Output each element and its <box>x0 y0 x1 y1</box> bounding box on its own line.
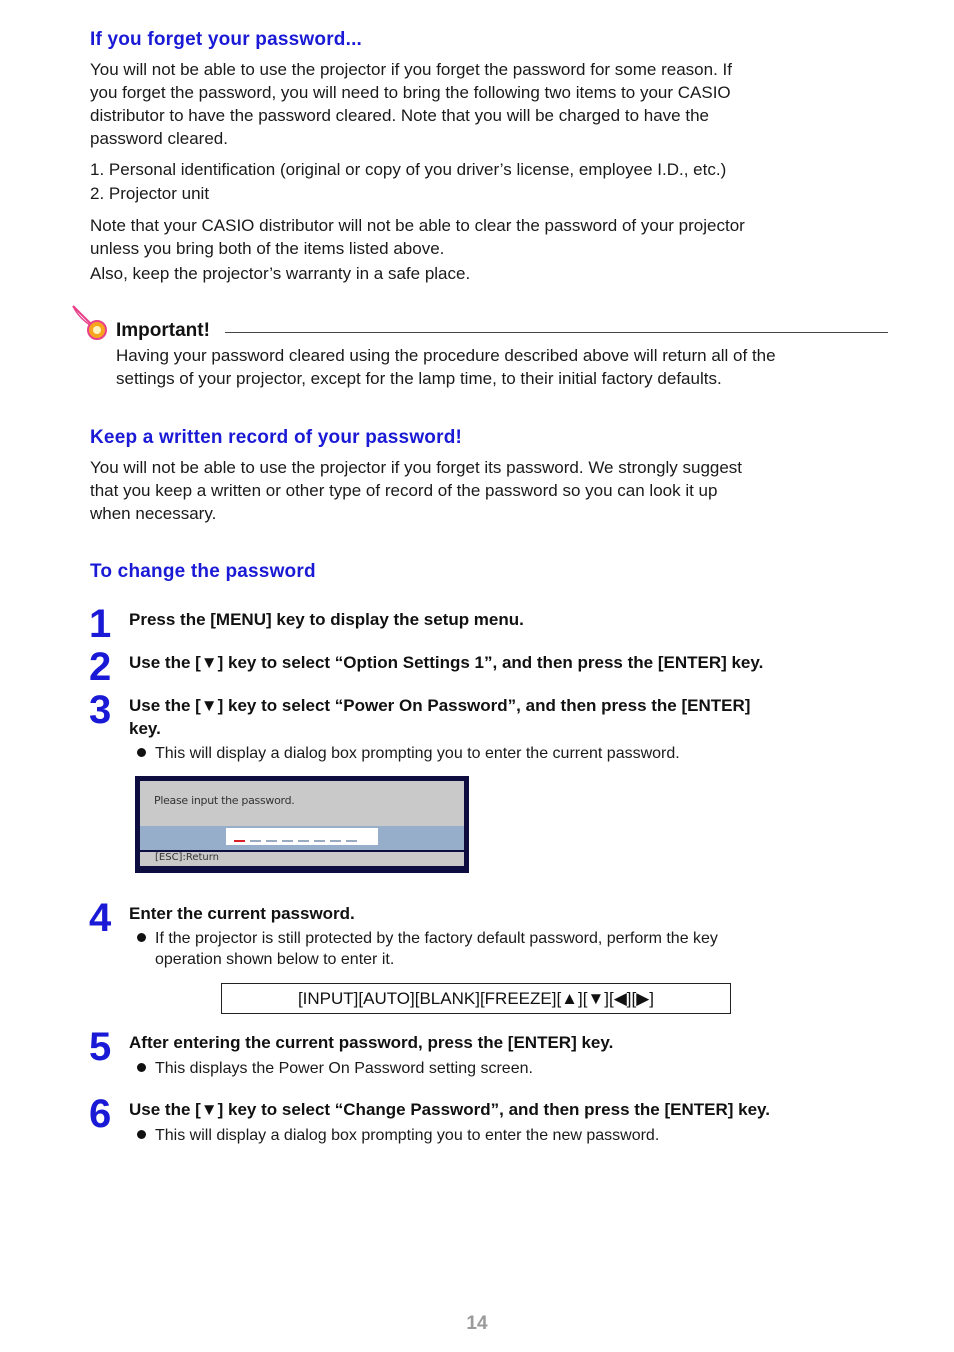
text-line: you forget the password, you will need to bring the following two items to your CASIO <box>90 83 731 102</box>
bullet-item <box>137 1125 857 1146</box>
bullet-text: If the projector is still protected by the factory default password, perform the key <box>155 930 718 947</box>
step-instruction: Use the [▼] key to select “Option Settings 1”, and then press the [ENTER] key. <box>129 653 764 672</box>
dialog-footer-text: [ESC]:Return <box>155 852 220 863</box>
password-dialog-image <box>135 776 469 873</box>
important-pin-icon <box>70 303 110 343</box>
password-dash <box>298 840 309 842</box>
step-number: 5 <box>89 1025 111 1069</box>
written-record-paragraph <box>90 456 850 525</box>
text-line: when necessary. <box>90 504 217 523</box>
list-item: 1. Personal identification (original or copy of you driver’s license, employee I.D., etc.) <box>90 160 727 179</box>
page-number: 14 <box>466 1313 488 1334</box>
bullet-item <box>137 1058 857 1079</box>
dialog-input-bar <box>140 826 464 850</box>
step-number: 1 <box>89 602 111 646</box>
password-dash <box>314 840 325 842</box>
text-line: password cleared. <box>90 129 228 148</box>
bullet-text: This will display a dialog box prompting you to enter the current password. <box>155 745 680 762</box>
text-line: You will not be able to use the projector if you forget its password. We strongly suggest <box>90 458 743 477</box>
required-items-list <box>90 158 850 205</box>
step-number: 4 <box>89 896 111 940</box>
heading-change-password: To change the password <box>90 561 316 582</box>
text-line: that you keep a written or other type of record of the password so you can look it up <box>90 481 718 500</box>
bullet-icon <box>137 933 146 942</box>
key-sequence-box: [INPUT][AUTO][BLANK][FREEZE][▲][▼][◀][▶] <box>221 983 731 1014</box>
step-instruction: After entering the current password, press the [ENTER] key. <box>129 1033 614 1052</box>
important-text <box>116 344 876 390</box>
forget-password-paragraph <box>90 58 850 150</box>
step-number: 6 <box>89 1092 111 1136</box>
text-line: settings of your projector, except for the lamp time, to their initial factory defaults. <box>116 369 722 388</box>
step-instruction: Enter the current password. <box>129 904 355 923</box>
password-dash <box>266 840 277 842</box>
important-label: Important! <box>116 320 210 341</box>
important-divider <box>225 332 888 333</box>
bullet-icon <box>137 748 146 757</box>
password-dash <box>234 840 245 842</box>
password-dash <box>330 840 341 842</box>
text-line: distributor to have the password cleared. Note that you will be charged to have the <box>90 106 709 125</box>
password-dash <box>346 840 357 842</box>
step-number: 3 <box>89 688 111 732</box>
warranty-note: Also, keep the projector’s warranty in a safe place. <box>90 264 471 283</box>
bullet-item <box>137 743 857 764</box>
dialog-prompt-area <box>140 781 464 831</box>
text-line: Use the [▼] key to select “Power On Password”, and then press the [ENTER] <box>129 696 751 715</box>
text-line: Note that your CASIO distributor will not be able to clear the password of your projector <box>90 216 745 235</box>
distributor-note <box>90 214 850 285</box>
text-line: Having your password cleared using the procedure described above will return all of the <box>116 346 776 365</box>
text-line: You will not be able to use the projector if you forget the password for some reason. If <box>90 60 732 79</box>
step-instruction <box>129 694 859 740</box>
bullet-icon <box>137 1063 146 1072</box>
heading-written-record: Keep a written record of your password! <box>90 427 463 448</box>
password-dash <box>282 840 293 842</box>
heading-forget-password: If you forget your password... <box>90 29 363 50</box>
password-field <box>226 828 378 845</box>
step-number: 2 <box>89 645 111 689</box>
text-line: unless you bring both of the items listed above. <box>90 239 445 258</box>
bullet-text: This will display a dialog box prompting you to enter the new password. <box>155 1127 660 1144</box>
dialog-prompt: Please input the password. <box>154 794 295 807</box>
bullet-item <box>137 928 857 970</box>
dialog-footer <box>140 852 464 866</box>
bullet-text: operation shown below to enter it. <box>155 951 395 968</box>
bullet-text: This displays the Power On Password setting screen. <box>155 1060 533 1077</box>
password-dash <box>250 840 261 842</box>
step-instruction: Press the [MENU] key to display the setup menu. <box>129 610 524 629</box>
list-item: 2. Projector unit <box>90 184 210 203</box>
text-line: key. <box>129 719 161 738</box>
step-instruction: Use the [▼] key to select “Change Password”, and then press the [ENTER] key. <box>129 1100 770 1119</box>
bullet-icon <box>137 1130 146 1139</box>
